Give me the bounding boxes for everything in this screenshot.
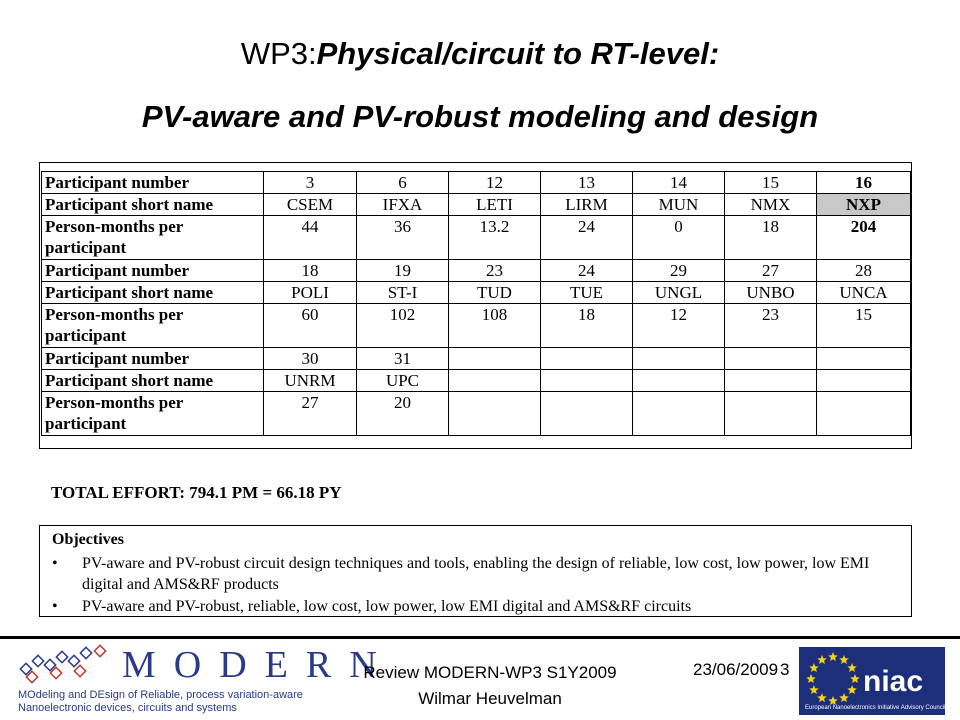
footer-review: Review MODERN-WP3 S1Y2009	[363, 663, 617, 682]
niac-logo	[799, 647, 945, 715]
table-cell	[817, 348, 911, 370]
table-cell: 24	[541, 216, 633, 260]
table-cell: LETI	[449, 194, 541, 216]
table-cell: 20	[357, 392, 449, 436]
table-cell: 18	[264, 260, 357, 282]
table-cell	[817, 370, 911, 392]
table-cell: 19	[357, 260, 449, 282]
table-row	[42, 172, 911, 194]
table-row	[42, 392, 911, 436]
star-icon	[817, 693, 827, 702]
table-cell: NMX	[725, 194, 817, 216]
table-cell	[633, 392, 725, 436]
table-cell	[541, 392, 633, 436]
table-cell	[817, 392, 911, 436]
table-cell	[725, 392, 817, 436]
table-row	[42, 282, 911, 304]
star-icon	[806, 674, 816, 683]
table-row	[42, 348, 911, 370]
table-cell: 102	[357, 304, 449, 348]
table-cell: 44	[264, 216, 357, 260]
table-cell: NXP	[817, 194, 911, 216]
footer-center	[340, 660, 640, 712]
row-label: Participant number	[42, 260, 264, 282]
table-cell	[449, 370, 541, 392]
table-cell: 23	[449, 260, 541, 282]
table-cell	[725, 370, 817, 392]
table-cell	[725, 348, 817, 370]
modern-logo	[18, 643, 395, 715]
row-label: Participant number	[42, 172, 264, 194]
logo-wordmark: MODERN	[122, 644, 395, 686]
table-cell	[541, 348, 633, 370]
title-prefix: WP3:	[240, 36, 317, 71]
star-icon	[809, 663, 819, 672]
table-cell: UNCA	[817, 282, 911, 304]
row-label: Participant short name	[42, 194, 264, 216]
niac-subtitle: European Nanoelectronics Initiative Advisory Council	[805, 705, 945, 711]
table-cell: LIRM	[541, 194, 633, 216]
table-cell	[449, 348, 541, 370]
row-label: Participant short name	[42, 370, 264, 392]
table-cell	[541, 370, 633, 392]
star-icon	[847, 685, 857, 694]
table-cell: 24	[541, 260, 633, 282]
niac-wordmark: niac	[863, 665, 924, 698]
table-cell: POLI	[264, 282, 357, 304]
logo-tagline-2: Nanoelectronic devices, circuits and systems	[18, 702, 237, 714]
table-cell: UPC	[357, 370, 449, 392]
star-icon	[850, 674, 860, 683]
logo-tagline-1: MOdeling and DEsign of Reliable, process variation-aware	[18, 689, 303, 701]
objective-text: PV-aware and PV-robust, reliable, low cost, low power, low EMI digital and AMS&RF circuits	[82, 598, 692, 615]
slide-title	[0, 36, 960, 72]
table-cell: 0	[633, 216, 725, 260]
table-cell: IFXA	[357, 194, 449, 216]
objectives-box	[39, 525, 912, 617]
bullet-icon: •	[52, 555, 58, 572]
table-cell: 27	[725, 260, 817, 282]
star-icon	[809, 685, 819, 694]
table-cell: 30	[264, 348, 357, 370]
table-cell: 27	[264, 392, 357, 436]
table-cell: 18	[541, 304, 633, 348]
modern-logo-mark-icon	[18, 643, 118, 685]
table-cell: UNRM	[264, 370, 357, 392]
table-cell: 204	[817, 216, 911, 260]
table-cell: 29	[633, 260, 725, 282]
table-cell: TUD	[449, 282, 541, 304]
table-cell: UNGL	[633, 282, 725, 304]
row-label: Participant number	[42, 348, 264, 370]
table-cell: 108	[449, 304, 541, 348]
table-cell: 31	[357, 348, 449, 370]
table-cell: 12	[449, 172, 541, 194]
footer-author: Wilmar Heuvelman	[418, 689, 562, 708]
footer-date: 23/06/2009	[693, 660, 779, 679]
row-label: Person-months per participant	[42, 392, 264, 436]
table-cell: 28	[817, 260, 911, 282]
star-icon	[839, 655, 849, 664]
star-icon	[828, 696, 838, 705]
table-cell: 36	[357, 216, 449, 260]
table-cell: 16	[817, 172, 911, 194]
total-effort: TOTAL EFFORT: 794.1 PM = 66.18 PY	[51, 483, 342, 502]
table-cell: 3	[264, 172, 357, 194]
table-cell: 18	[725, 216, 817, 260]
table-cell: 60	[264, 304, 357, 348]
row-label: Person-months per participant	[42, 304, 264, 348]
table-row	[42, 194, 911, 216]
footer-divider	[0, 636, 960, 639]
eu-stars-icon	[801, 649, 871, 707]
table-row	[42, 216, 911, 260]
table-cell: 15	[725, 172, 817, 194]
star-icon	[847, 663, 857, 672]
table-cell: MUN	[633, 194, 725, 216]
table-cell: 14	[633, 172, 725, 194]
table-cell: 23	[725, 304, 817, 348]
table-cell: ST-I	[357, 282, 449, 304]
star-icon	[839, 693, 849, 702]
star-icon	[817, 655, 827, 664]
star-icon	[828, 652, 838, 661]
row-label: Participant short name	[42, 282, 264, 304]
participants-table	[41, 171, 911, 436]
table-cell: 12	[633, 304, 725, 348]
objectives-title: Objectives	[52, 531, 124, 548]
table-row	[42, 304, 911, 348]
table-cell	[449, 392, 541, 436]
table-cell: 13	[541, 172, 633, 194]
table-cell: 13.2	[449, 216, 541, 260]
slide-subtitle: PV-aware and PV-robust modeling and design	[141, 99, 819, 134]
row-label: Person-months per participant	[42, 216, 264, 260]
table-row	[42, 370, 911, 392]
table-cell: 15	[817, 304, 911, 348]
objective-text: PV-aware and PV-robust circuit design techniques and tools, enabling the design of reliable, low cost, low power, low EMI digital and AMS&RF products	[82, 555, 870, 593]
participants-table-body	[42, 172, 911, 436]
table-cell	[633, 370, 725, 392]
table-cell	[633, 348, 725, 370]
page-number: 3	[780, 660, 790, 679]
table-cell: UNBO	[725, 282, 817, 304]
title-main: Physical/circuit to RT-level:	[316, 36, 720, 71]
bullet-icon: •	[52, 598, 58, 615]
table-cell: CSEM	[264, 194, 357, 216]
table-cell: TUE	[541, 282, 633, 304]
table-row	[42, 260, 911, 282]
table-cell: 6	[357, 172, 449, 194]
